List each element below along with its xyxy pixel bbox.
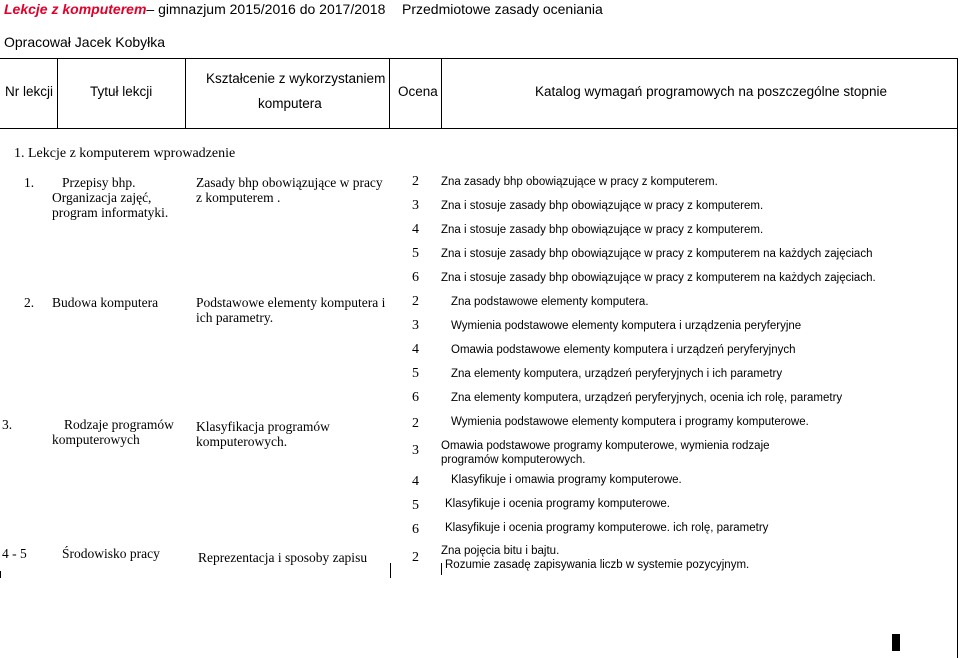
grade-value: 2 bbox=[412, 416, 419, 431]
grade-value: 5 bbox=[412, 366, 419, 381]
requirement-text: Zna i stosuje zasady bhp obowiązujące w pracy z komputerem na każdych zajęciach. bbox=[441, 272, 876, 284]
requirement-text: Zna i stosuje zasady bhp obowiązujące w pracy z komputerem. bbox=[441, 224, 764, 236]
lesson-title bbox=[52, 417, 184, 447]
requirement-text: Omawia podstawowe programy komputerowe, wymienia rodzaje programów komputerowych. bbox=[441, 440, 770, 466]
grade-value: 6 bbox=[412, 270, 419, 285]
lesson-education: Podstawowe elementy komputera i ich parametry. bbox=[196, 295, 386, 325]
lesson-education: Reprezentacja i sposoby zapisu bbox=[198, 550, 368, 565]
lesson-education: Klasyfikacja programów komputerowych. bbox=[196, 419, 330, 449]
requirement-text: Wymienia podstawowe elementy komputera i urządzenia peryferyjne bbox=[451, 320, 802, 332]
col-education-header-line1: Kształcenie z wykorzystaniem bbox=[206, 71, 386, 86]
requirement-text: Wymienia podstawowe elementy komputera i programy komputerowe. bbox=[451, 416, 809, 428]
requirement-text: Zna i stosuje zasady bhp obowiązujące w pracy z komputerem. bbox=[441, 200, 764, 212]
requirement-text: Zna elementy komputera, urządzeń peryferyjnych, ocenia ich rolę, parametry bbox=[451, 392, 843, 404]
lesson-title-text: Przepisy bhp. Organizacja zajęć, program informatyki. bbox=[52, 175, 169, 220]
section-title: 1. Lekcje z komputerem wprowadzenie bbox=[14, 146, 236, 161]
col-title-header: Tytuł lekcji bbox=[90, 84, 153, 99]
document-title bbox=[4, 1, 385, 17]
requirement-text: Omawia podstawowe elementy komputera i urządzeń peryferyjnych bbox=[451, 344, 796, 356]
author-line: Opracował Jacek Kobyłka bbox=[4, 34, 166, 50]
requirement-text: Zna i stosuje zasady bhp obowiązujące w pracy z komputerem na każdych zajęciach bbox=[441, 248, 873, 260]
requirement-text: Klasyfikuje i omawia programy komputerowe. bbox=[451, 474, 682, 486]
col-education-header-line2: komputera bbox=[258, 96, 322, 111]
title-rest: – gimnazjum 2015/2016 do 2017/2018 bbox=[146, 1, 386, 17]
title-red: Lekcje z komputerem bbox=[4, 1, 147, 17]
requirement-text: Klasyfikuje i ocenia programy komputerowe. bbox=[445, 498, 670, 510]
subject-rules-title: Przedmiotowe zasady oceniania bbox=[402, 1, 603, 17]
grade-value: 5 bbox=[412, 498, 419, 513]
lesson-title: Środowisko pracy bbox=[62, 546, 160, 561]
lesson-nr: 1. bbox=[24, 175, 35, 190]
grade-value: 6 bbox=[412, 390, 419, 405]
requirement-text: Zna elementy komputera, urządzeń peryferyjnych i ich parametry bbox=[451, 368, 783, 380]
lesson-title-text: Rodzaje programów komputerowych bbox=[52, 417, 174, 447]
requirement-text: Zna podstawowe elementy komputera. bbox=[451, 296, 649, 308]
requirement-text: Klasyfikuje i ocenia programy komputerowe. ich rolę, parametry bbox=[445, 522, 769, 534]
col-catalog-header: Katalog wymagań programowych na poszczególne stopnie bbox=[535, 84, 887, 99]
lesson-education: Zasady bhp obowiązujące w pracy z komputerem . bbox=[196, 175, 383, 205]
grade-value: 5 bbox=[412, 246, 419, 261]
grade-value: 4 bbox=[412, 222, 419, 237]
grade-value: 3 bbox=[412, 443, 419, 458]
lesson-nr: 4 - 5 bbox=[2, 546, 27, 561]
grade-value: 4 bbox=[412, 474, 419, 489]
grade-value: 2 bbox=[412, 550, 419, 565]
col-grade-header: Ocena bbox=[398, 84, 438, 99]
page-marker bbox=[892, 634, 900, 651]
lesson-nr: 2. bbox=[24, 295, 35, 310]
col-nr-header: Nr lekcji bbox=[5, 84, 54, 99]
grade-value: 6 bbox=[412, 522, 419, 537]
requirement-text: Rozumie zasadę zapisywania liczb w systemie pozycyjnym. bbox=[445, 559, 750, 571]
requirement-text: Zna zasady bhp obowiązujące w pracy z komputerem. bbox=[441, 176, 718, 188]
lesson-title bbox=[52, 175, 182, 220]
grade-value: 3 bbox=[412, 198, 419, 213]
lesson-title: Budowa komputera bbox=[52, 295, 159, 310]
grade-value: 4 bbox=[412, 342, 419, 357]
grade-value: 2 bbox=[412, 174, 419, 189]
grade-value: 3 bbox=[412, 318, 419, 333]
grade-value: 2 bbox=[412, 294, 419, 309]
lesson-nr: 3. bbox=[2, 417, 13, 432]
requirement-text: Zna pojęcia bitu i bajtu. bbox=[441, 545, 560, 557]
